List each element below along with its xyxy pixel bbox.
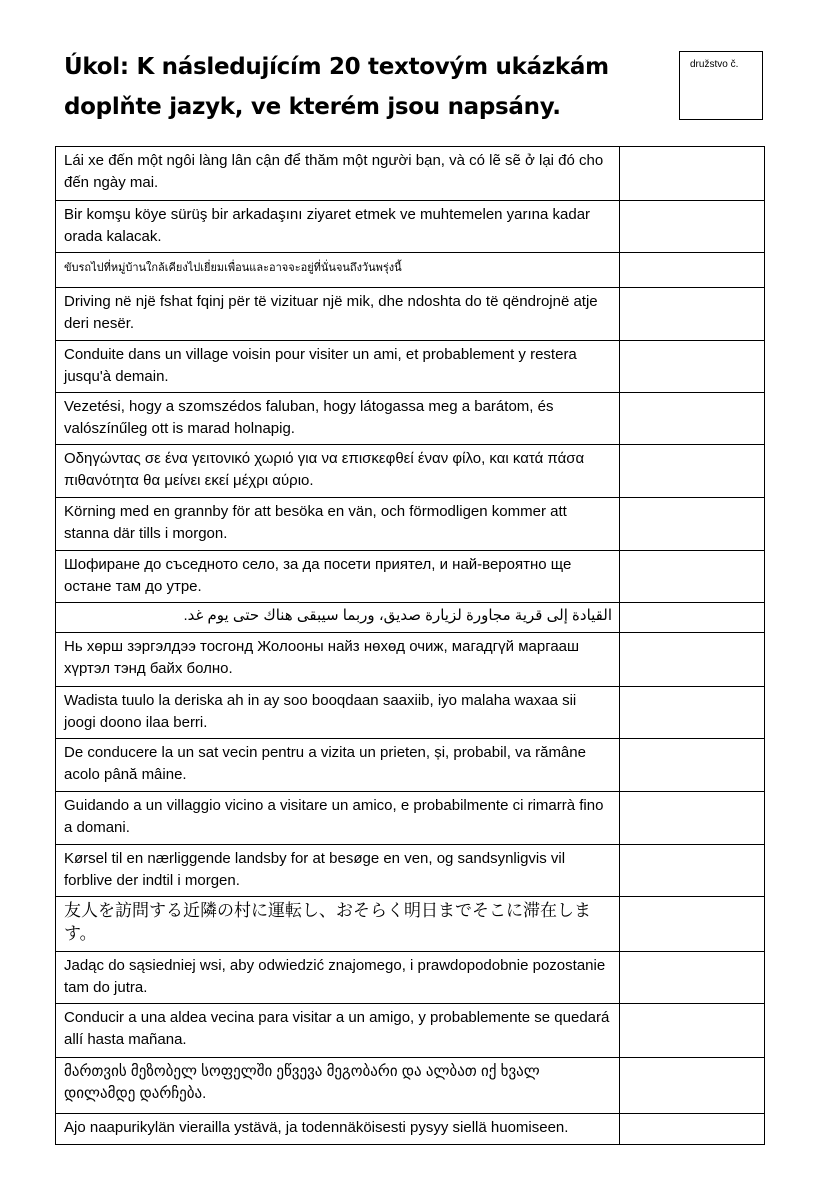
table-row	[56, 445, 765, 498]
sample-text: Guidando a un villaggio vicino a visitare un amico, e probabilmente ci rimarrà fino a domani.	[56, 792, 620, 845]
table-row	[56, 633, 765, 687]
table-row	[56, 792, 765, 845]
sample-text: Körning med en grannby för att besöka en vän, och förmodligen kommer att stanna där tills i morgon.	[56, 498, 620, 551]
table-row	[56, 1114, 765, 1145]
table-row	[56, 393, 765, 445]
team-number-box[interactable]	[679, 51, 763, 120]
sample-text: Lái xe đến một ngôi làng lân cận để thăm một người bạn, và có lẽ sẽ ở lại đó cho đến ngày mai.	[56, 147, 620, 201]
sample-text: Οδηγώντας σε ένα γειτονικό χωριό για να επισκεφθεί έναν φίλο, και κατά πάσα πιθανότητα θα μείνει εκεί μέχρι αύριο.	[56, 445, 620, 498]
answer-field[interactable]	[620, 341, 765, 393]
answer-field[interactable]	[620, 1058, 765, 1114]
sample-text: Jadąc do sąsiedniej wsi, aby odwiedzić znajomego, i prawdopodobnie pozostanie tam do jutra.	[56, 952, 620, 1004]
table-row	[56, 147, 765, 201]
sample-text: მართვის მეზობელ სოფელში ეწვევა მეგობარი და ალბათ იქ ხვალ დილამდე დარჩება.	[56, 1058, 620, 1114]
table-row	[56, 288, 765, 341]
answer-field[interactable]	[620, 498, 765, 551]
table-row	[56, 845, 765, 897]
answer-field[interactable]	[620, 633, 765, 687]
team-number-label: družstvo č.	[690, 59, 739, 70]
answer-field[interactable]	[620, 393, 765, 445]
table-row	[56, 201, 765, 253]
sample-text: Ajo naapurikylän vierailla ystävä, ja todennäköisesti pysyy siellä huomiseen.	[56, 1114, 620, 1145]
table-row	[56, 551, 765, 603]
answer-field[interactable]	[620, 952, 765, 1004]
table-row	[56, 687, 765, 739]
language-table	[55, 146, 765, 1145]
table-row	[56, 498, 765, 551]
sample-text: Driving në një fshat fqinj për të vizituar një mik, dhe ndoshta do të qëndrojnë atje deri nesër.	[56, 288, 620, 341]
answer-field[interactable]	[620, 687, 765, 739]
sample-text: Vezetési, hogy a szomszédos faluban, hogy látogassa meg a barátom, és valószínűleg ott is marad holnapig.	[56, 393, 620, 445]
table-row	[56, 341, 765, 393]
answer-field[interactable]	[620, 739, 765, 792]
answer-field[interactable]	[620, 201, 765, 253]
answer-field[interactable]	[620, 288, 765, 341]
table-row	[56, 952, 765, 1004]
answer-field[interactable]	[620, 792, 765, 845]
table-row	[56, 1058, 765, 1114]
sample-text: Нь хөрш зэргэлдээ тосгонд Жолооны найз нөхөд очиж, магадгүй маргааш хүртэл тэнд байх болно.	[56, 633, 620, 687]
sample-text: 友人を訪問する近隣の村に運転し、おそらく明日までそこに滞在します。	[56, 897, 620, 952]
table-row	[56, 739, 765, 792]
answer-field[interactable]	[620, 1004, 765, 1058]
sample-text: De conducere la un sat vecin pentru a vizita un prieten, și, probabil, va rămâne acolo până mâine.	[56, 739, 620, 792]
answer-field[interactable]	[620, 897, 765, 952]
sample-text: Шофиране до съседното село, за да посети приятел, и най-вероятно ще остане там до утре.	[56, 551, 620, 603]
task-title: Úkol: K následujícím 20 textovým ukázkám doplňte jazyk, ve kterém jsou napsány.	[64, 54, 609, 120]
table-row	[56, 1004, 765, 1058]
sample-text: Wadista tuulo la deriska ah in ay soo booqdaan saaxiib, iyo malaha waxaa sii joogi doono ilaa berri.	[56, 687, 620, 739]
sample-text: القيادة إلى قرية مجاورة لزيارة صديق، وربما سيبقى هناك حتى يوم غد.	[56, 603, 620, 633]
answer-field[interactable]	[620, 551, 765, 603]
sample-text: Bir komşu köye sürüş bir arkadaşını ziyaret etmek ve muhtemelen yarına kadar orada kalacak.	[56, 201, 620, 253]
table-row	[56, 897, 765, 952]
answer-field[interactable]	[620, 1114, 765, 1145]
answer-field[interactable]	[620, 253, 765, 288]
answer-field[interactable]	[620, 147, 765, 201]
table-row	[56, 253, 765, 288]
table-row	[56, 603, 765, 633]
sample-text: Conduite dans un village voisin pour visiter un ami, et probablement y restera jusqu'à demain.	[56, 341, 620, 393]
sample-text: ขับรถไปที่หมู่บ้านใกล้เคียงไปเยี่ยมเพื่อนและอาจจะอยู่ที่นั่นจนถึงวันพรุ่งนี้	[56, 253, 620, 288]
answer-field[interactable]	[620, 603, 765, 633]
sample-text: Kørsel til en nærliggende landsby for at besøge en ven, og sandsynligvis vil forblive der indtil i morgen.	[56, 845, 620, 897]
answer-field[interactable]	[620, 445, 765, 498]
sample-text: Conducir a una aldea vecina para visitar a un amigo, y probablemente se quedará allí hasta mañana.	[56, 1004, 620, 1058]
answer-field[interactable]	[620, 845, 765, 897]
